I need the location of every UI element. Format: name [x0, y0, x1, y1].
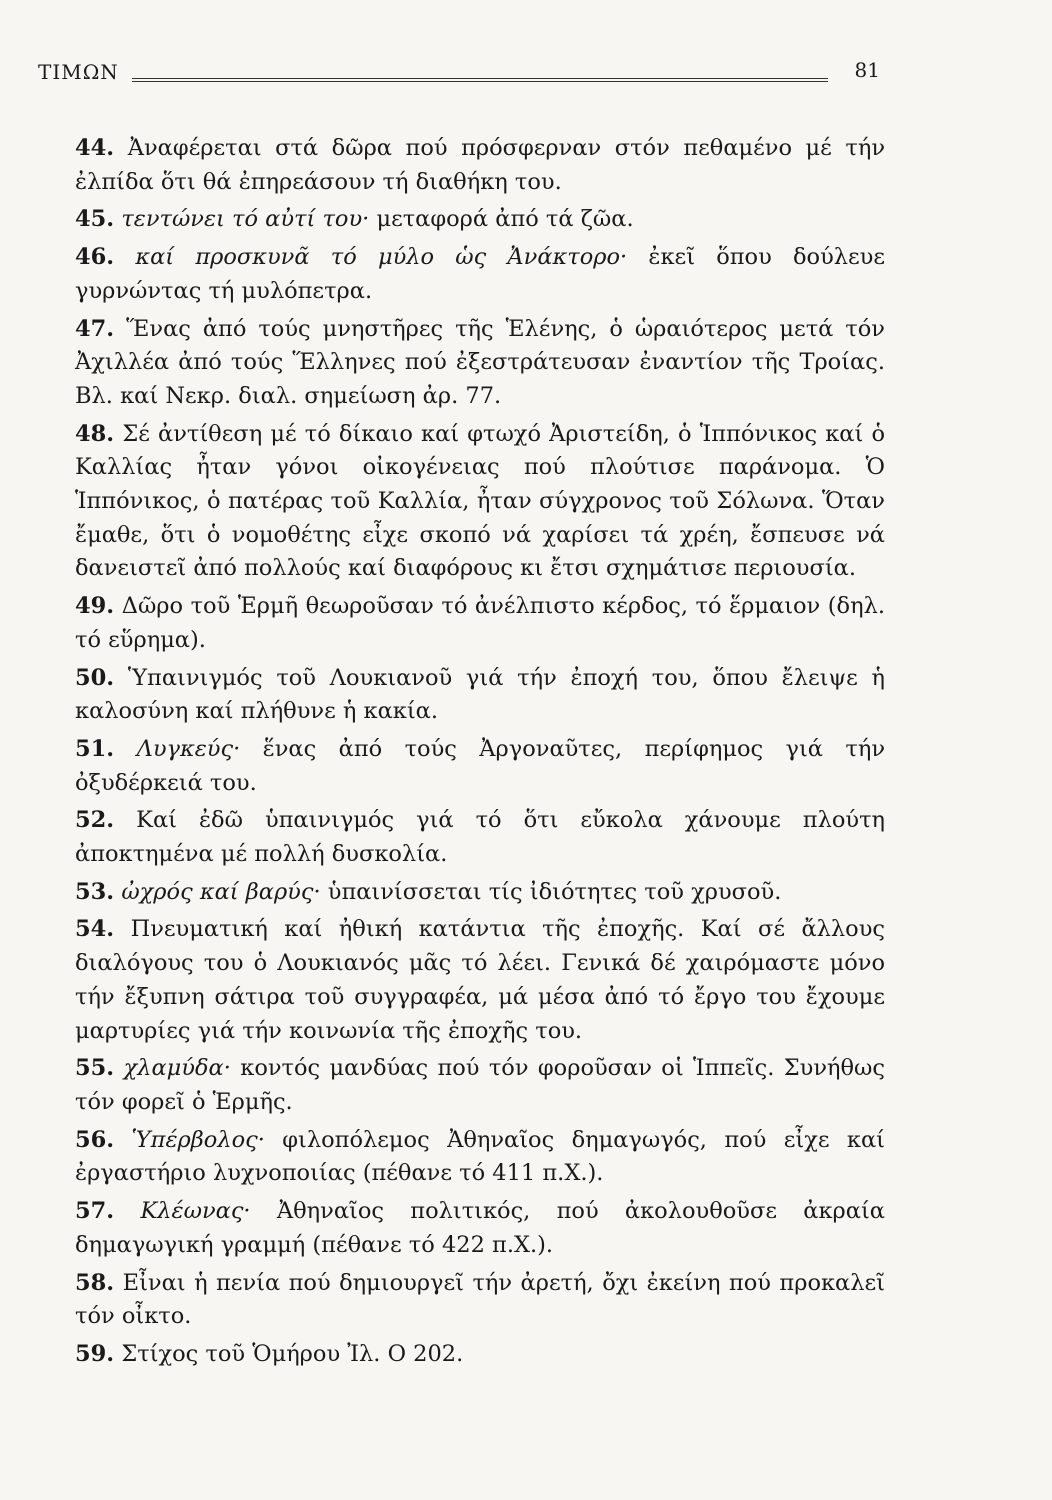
note-44 [75, 132, 885, 199]
running-header [38, 58, 880, 94]
note-term: Κλέωνας· [140, 1198, 251, 1225]
note-text: Ἀναφέρεται στά δῶρα πού πρόσφερναν στόν πεθαμένο μέ τήν ἐλπίδα ὅτι θά ἐπηρεάσουν τή διαθήκη του. [75, 135, 885, 195]
running-title: ΤΙΜΩΝ [38, 60, 119, 84]
note-text: Καί ἐδῶ ὑπαινιγμός γιά τό ὅτι εὔκολα χάνουμε πλούτη ἀποκτημένα μέ πολλή δυσκολία. [75, 807, 885, 868]
note-number: 48. [75, 420, 115, 447]
note-number: 59. [75, 1340, 115, 1367]
note-number: 45. [75, 206, 115, 233]
note-text: Ἀθηναῖος πολιτικός, πού ἀκολουθοῦσε ἀκραία δημαγωγική γραμμή (πέθανε τό 422 π.Χ.). [75, 1198, 885, 1258]
note-text: Ὑπαινιγμός τοῦ Λουκιανοῦ γιά τήν ἐποχή του, ὅπου ἔλειψε ἡ καλοσύνη καί πλήθυνε ἡ κακία. [75, 664, 885, 725]
note-term: τεντώνει τό αὐτί του· [121, 206, 370, 233]
note-number: 49. [75, 593, 115, 620]
header-rule [132, 78, 828, 82]
note-text: Ἕνας ἀπό τούς μνηστῆρες τῆς Ἑλένης, ὁ ὡραιότερος μετά τόν Ἀχιλλέα ἀπό τούς Ἕλληνες πού ἐξεστράτευσαν ἐναντίον τῆς Τροίας. Βλ. καί Νεκρ. διαλ. σημείωση ἀρ. 77. [75, 315, 885, 409]
note-number: 56. [75, 1126, 115, 1153]
note-50 [75, 662, 885, 729]
note-term: καί προσκυνᾶ τό μύλο ὡς Ἀνάκτορο· [135, 244, 628, 271]
note-52 [75, 804, 885, 871]
note-text: ἐκεῖ ὅπου δούλευε γυρνώντας τή μυλόπετρα. [75, 244, 885, 304]
note-number: 55. [75, 1055, 115, 1082]
note-number: 44. [75, 135, 115, 161]
note-term: Λυγκεύς· [136, 735, 241, 762]
note-text: Πνευματική καί ἠθική κατάντια τῆς ἐποχῆς. Καί σέ ἄλλους διαλόγους του ὁ Λουκιανός μᾶς τό λέει. Γενικά δέ χαιρόμαστε μόνο τήν ἔξυπνη σάτιρα τοῦ συγγραφέα, μά μέσα ἀπό τό ἔργο του ἔχουμε μαρτυρίες γιά τήν κοινωνία τῆς ἐποχῆς του. [75, 916, 885, 1044]
note-56 [75, 1124, 885, 1191]
note-45 [75, 203, 885, 237]
note-49 [75, 590, 885, 657]
note-number: 53. [75, 878, 115, 905]
note-47 [75, 313, 885, 414]
note-number: 54. [75, 916, 115, 943]
note-text: Εἶναι ἡ πενία πού δημιουργεῖ τήν ἀρετή, ὄχι ἐκείνη πού προκαλεῖ τόν οἶκτο. [75, 1269, 885, 1330]
note-text: Σέ ἀντίθεση μέ τό δίκαιο καί φτωχό Ἀριστείδη, ὁ Ἱππόνικος καί ὁ Καλλίας ἦταν γόνοι οἰκογένειας πού πλούτισε παράνομα. Ὁ Ἱππόνικος, ὁ πατέρας τοῦ Καλλία, ἦταν σύγχρονος τοῦ Σόλωνα. Ὅταν ἔμαθε, ὅτι ὁ νομοθέτης εἶχε σκοπό νά χαρίσει τά χρέη, ἔσπευσε νά δανειστεῖ ἀπό πολλούς καί διαφόρους κι ἔτσι σχημάτισε περιουσία. [75, 420, 885, 582]
note-54 [75, 913, 885, 1048]
note-number: 57. [75, 1198, 115, 1225]
note-59 [75, 1338, 885, 1372]
note-text: κοντός μανδύας πού τόν φοροῦσαν οἱ Ἱππεῖς. Συνήθως τόν φορεῖ ὁ Ἑρμῆς. [75, 1055, 886, 1115]
page-number: 81 [854, 58, 880, 82]
note-term: Ὑπέρβολος· [131, 1126, 265, 1153]
note-text: ἕνας ἀπό τούς Ἀργοναῦτες, περίφημος γιά τήν ὀξυδέρκειά του. [75, 735, 886, 796]
endnotes-list [75, 132, 885, 1376]
note-text: Δῶρο τοῦ Ἑρμῆ θεωροῦσαν τό ἀνέλπιστο κέρδος, τό ἕρμαιον (δηλ. τό εὕρημα). [75, 593, 885, 653]
note-55 [75, 1052, 885, 1119]
note-number: 58. [75, 1269, 115, 1296]
note-text: μεταφορά ἀπό τά ζῶα. [376, 206, 634, 233]
note-number: 50. [75, 664, 115, 691]
note-number: 47. [75, 315, 115, 342]
note-text: ὑπαινίσσεται τίς ἰδιότητες τοῦ χρυσοῦ. [327, 878, 782, 905]
note-58 [75, 1267, 885, 1334]
note-51 [75, 733, 885, 800]
note-term: ὠχρός καί βαρύς· [121, 878, 321, 905]
note-number: 51. [75, 735, 115, 762]
note-number: 52. [75, 807, 115, 834]
note-57 [75, 1195, 885, 1262]
note-text: Στίχος τοῦ Ὁμήρου Ἰλ. Ο 202. [121, 1340, 464, 1367]
note-53 [75, 876, 885, 910]
note-text: φιλοπόλεμος Ἀθηναῖος δημαγωγός, πού εἶχε καί ἐργαστήριο λυχνοποιίας (πέθανε τό 411 π.Χ.). [75, 1126, 885, 1187]
note-term: χλαμύδα· [123, 1055, 231, 1082]
note-48 [75, 418, 885, 587]
note-number: 46. [75, 244, 115, 271]
note-46 [75, 241, 885, 308]
